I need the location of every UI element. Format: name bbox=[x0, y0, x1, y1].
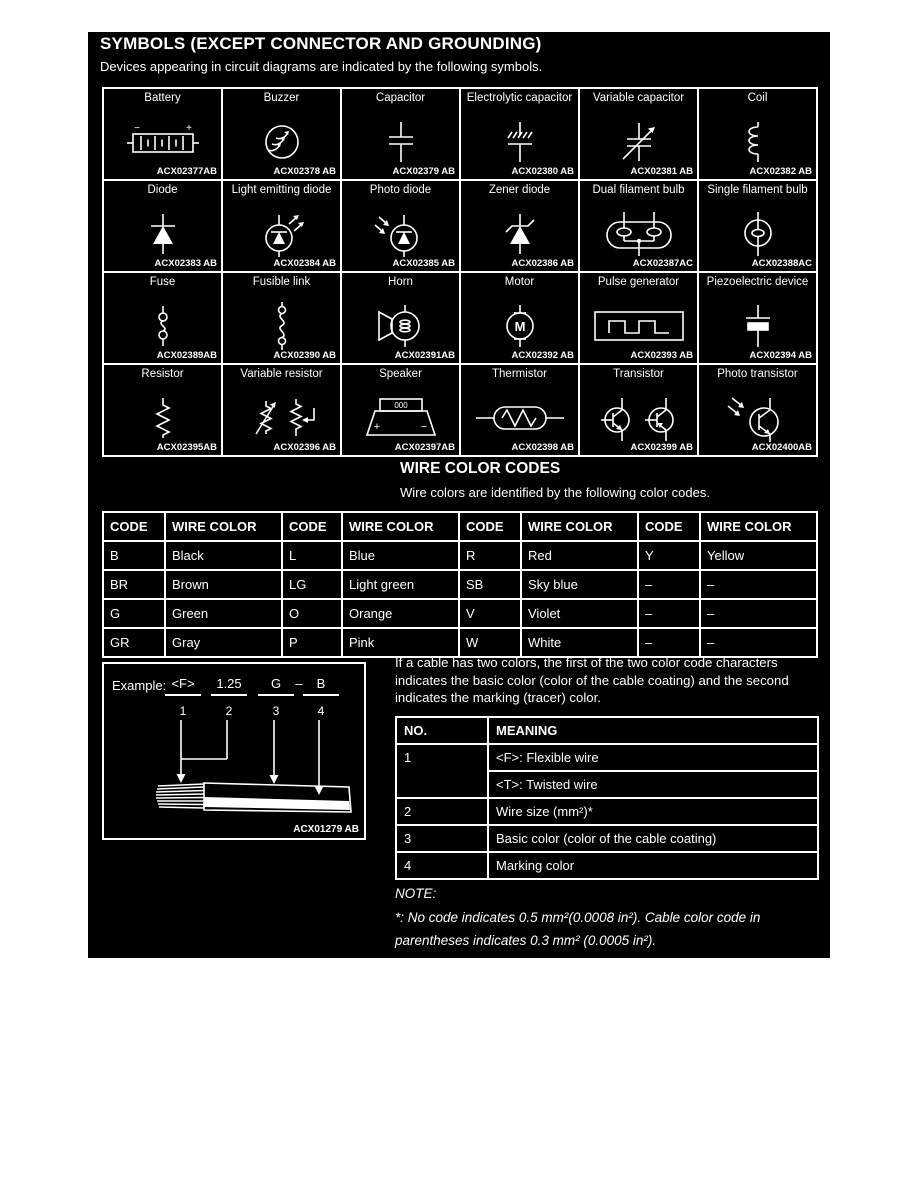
no-cell: 1 bbox=[396, 744, 488, 798]
symbol-cell-zener-diode bbox=[460, 180, 579, 272]
symbol-label: Fuse bbox=[149, 276, 176, 288]
note-text: *: No code indicates 0.5 mm²(0.0008 in²). Cable color code in parentheses indicates 0.3 mm² (0.0005 in²). bbox=[395, 910, 761, 948]
symbol-cell-horn bbox=[341, 272, 460, 364]
code-cell: BR bbox=[103, 570, 165, 599]
variable-resistor-icon bbox=[232, 394, 332, 442]
symbol-label: Resistor bbox=[141, 368, 184, 380]
symbol-cell-battery bbox=[103, 88, 222, 180]
speaker-icon bbox=[351, 395, 451, 441]
symbol-label: Light emitting diode bbox=[231, 184, 332, 196]
symbol-label: Buzzer bbox=[263, 92, 300, 104]
symbol-code: ACX02388AC bbox=[751, 258, 812, 269]
symbol-code: ACX02391AB bbox=[394, 350, 455, 361]
symbol-cell-photo-diode bbox=[341, 180, 460, 272]
meaning-header-row bbox=[396, 717, 818, 744]
color-cell: Gray bbox=[165, 628, 282, 657]
symbol-label: Horn bbox=[388, 276, 413, 288]
code-cell: R bbox=[459, 541, 521, 570]
electrolytic-capacitor-icon bbox=[470, 122, 570, 162]
capacitor-icon bbox=[351, 120, 451, 164]
code-cell: W bbox=[459, 628, 521, 657]
color-cell: Black bbox=[165, 541, 282, 570]
example-number: 4 bbox=[317, 704, 325, 718]
meaning-row bbox=[396, 798, 818, 825]
example-number: 1 bbox=[179, 704, 187, 718]
svg-text:+: + bbox=[373, 421, 380, 433]
symbol-label: Capacitor bbox=[375, 92, 426, 104]
wire-color-row bbox=[103, 628, 817, 657]
symbol-code: ACX02377AB bbox=[156, 166, 217, 177]
color-cell: – bbox=[700, 628, 817, 657]
symbol-label: Photo diode bbox=[369, 184, 432, 196]
diode-icon bbox=[113, 212, 213, 256]
code-cell: V bbox=[459, 599, 521, 628]
color-cell: – bbox=[700, 570, 817, 599]
meaning-cell: <F>: Flexible wire bbox=[488, 744, 818, 771]
symbols-row-3 bbox=[103, 272, 817, 364]
no-cell: 3 bbox=[396, 825, 488, 852]
symbol-code: ACX02399 AB bbox=[630, 442, 693, 453]
symbol-cell-transistor bbox=[579, 364, 698, 456]
page-subtitle: Devices appearing in circuit diagrams are indicated by the following symbols. bbox=[100, 59, 543, 74]
symbols-row-2 bbox=[103, 180, 817, 272]
symbol-cell-buzzer bbox=[222, 88, 341, 180]
no-cell: 4 bbox=[396, 852, 488, 879]
code-cell: O bbox=[282, 599, 342, 628]
wire-color-row bbox=[103, 599, 817, 628]
transistor-icon bbox=[589, 394, 689, 442]
pulse-generator-icon bbox=[589, 304, 689, 348]
symbol-label: Variable resistor bbox=[240, 368, 323, 380]
symbol-code: ACX02379 AB bbox=[392, 166, 455, 177]
symbol-code: ACX02383 AB bbox=[154, 258, 217, 269]
horn-icon bbox=[351, 303, 451, 349]
example-dash: – bbox=[295, 676, 303, 691]
symbol-cell-electrolytic-capacitor bbox=[460, 88, 579, 180]
column-header: CODE bbox=[459, 512, 521, 541]
color-cell: Sky blue bbox=[521, 570, 638, 599]
symbol-label: Variable capacitor bbox=[592, 92, 685, 104]
symbol-code: ACX02390 AB bbox=[273, 350, 336, 361]
symbol-code: ACX02380 AB bbox=[511, 166, 574, 177]
column-header: MEANING bbox=[488, 717, 818, 744]
color-cell: Brown bbox=[165, 570, 282, 599]
code-cell: – bbox=[638, 570, 700, 599]
note-label: NOTE: bbox=[395, 886, 437, 901]
wire-color-codes-subtitle: Wire colors are identified by the following color codes. bbox=[400, 485, 710, 500]
example-token-basic-color: G bbox=[258, 676, 294, 696]
meaning-row bbox=[396, 825, 818, 852]
symbol-label: Battery bbox=[144, 92, 181, 104]
cable-color-note: If a cable has two colors, the first of the two color code characters indicates the basic color (color of the cable coating) and the second indicates the marking (tracer) color. bbox=[395, 655, 789, 705]
color-cell: – bbox=[700, 599, 817, 628]
photo-diode-icon bbox=[351, 211, 451, 257]
column-header: CODE bbox=[103, 512, 165, 541]
motor-icon bbox=[470, 303, 570, 349]
color-cell: Blue bbox=[342, 541, 459, 570]
resistor-icon bbox=[113, 396, 213, 440]
symbols-table bbox=[102, 87, 818, 457]
meaning-cell: Basic color (color of the cable coating) bbox=[488, 825, 818, 852]
symbol-code: ACX02397AB bbox=[394, 442, 455, 453]
example-figure-code: ACX01279 AB bbox=[293, 824, 359, 835]
code-cell: SB bbox=[459, 570, 521, 599]
symbol-code: ACX02385 AB bbox=[392, 258, 455, 269]
symbol-label: Thermistor bbox=[492, 368, 547, 380]
symbol-cell-resistor bbox=[103, 364, 222, 456]
single-filament-bulb-icon bbox=[708, 212, 808, 256]
cable-code-example-box bbox=[102, 662, 366, 840]
meaning-cell: Wire size (mm²)* bbox=[488, 798, 818, 825]
code-cell: G bbox=[103, 599, 165, 628]
symbol-cell-fusible-link bbox=[222, 272, 341, 364]
symbol-label: Coil bbox=[747, 92, 768, 104]
symbol-label: Fusible link bbox=[252, 276, 311, 288]
column-header: WIRE COLOR bbox=[165, 512, 282, 541]
symbol-cell-diode bbox=[103, 180, 222, 272]
example-label: Example: bbox=[112, 678, 167, 693]
symbol-label: Photo transistor bbox=[717, 368, 798, 380]
zener-diode-icon bbox=[470, 212, 570, 256]
piezoelectric-device-icon bbox=[708, 305, 808, 347]
symbol-cell-piezoelectric-device bbox=[698, 272, 817, 364]
symbol-label: Speaker bbox=[379, 368, 422, 380]
symbol-label: Dual filament bulb bbox=[592, 184, 685, 196]
coil-icon bbox=[708, 120, 808, 164]
symbol-code: ACX02381 AB bbox=[630, 166, 693, 177]
example-token-marking-color: B bbox=[303, 676, 339, 696]
meaning-row bbox=[396, 852, 818, 879]
symbol-code: ACX02387AC bbox=[632, 258, 693, 269]
fusible-link-icon bbox=[232, 302, 332, 350]
symbol-code: ACX02395AB bbox=[156, 442, 217, 453]
battery-icon bbox=[113, 120, 213, 164]
code-cell: LG bbox=[282, 570, 342, 599]
symbol-code: ACX02394 AB bbox=[749, 350, 812, 361]
code-cell: B bbox=[103, 541, 165, 570]
meaning-cell: <T>: Twisted wire bbox=[488, 771, 818, 798]
symbol-cell-capacitor bbox=[341, 88, 460, 180]
color-cell: Red bbox=[521, 541, 638, 570]
symbol-cell-photo-transistor bbox=[698, 364, 817, 456]
meaning-row bbox=[396, 744, 818, 771]
meaning-cell: Marking color bbox=[488, 852, 818, 879]
wire-color-header-row bbox=[103, 512, 817, 541]
symbol-label: Diode bbox=[147, 184, 178, 196]
symbols-row-4 bbox=[103, 364, 817, 456]
symbol-label: Motor bbox=[504, 276, 535, 288]
wire-color-codes-title: WIRE COLOR CODES bbox=[400, 460, 561, 477]
symbol-code: ACX02382 AB bbox=[749, 166, 812, 177]
column-header: WIRE COLOR bbox=[521, 512, 638, 541]
svg-text:M: M bbox=[514, 319, 525, 334]
example-number: 2 bbox=[225, 704, 233, 718]
light-emitting-diode-icon bbox=[232, 211, 332, 257]
column-header: NO. bbox=[396, 717, 488, 744]
symbol-label: Transistor bbox=[613, 368, 664, 380]
code-cell: GR bbox=[103, 628, 165, 657]
code-cell: P bbox=[282, 628, 342, 657]
symbol-code: ACX02396 AB bbox=[273, 442, 336, 453]
dual-filament-bulb-icon bbox=[589, 210, 689, 258]
symbol-cell-coil bbox=[698, 88, 817, 180]
symbol-code: ACX02400AB bbox=[751, 442, 812, 453]
color-cell: Green bbox=[165, 599, 282, 628]
svg-text:−: − bbox=[133, 123, 140, 134]
symbol-label: Single filament bulb bbox=[707, 184, 808, 196]
symbol-cell-fuse bbox=[103, 272, 222, 364]
svg-text:−: − bbox=[420, 421, 427, 433]
symbol-label: Pulse generator bbox=[597, 276, 680, 288]
wire-color-table bbox=[102, 511, 818, 658]
example-number: 3 bbox=[272, 704, 280, 718]
symbol-cell-motor bbox=[460, 272, 579, 364]
svg-text:000: 000 bbox=[393, 401, 408, 410]
code-cell: Y bbox=[638, 541, 700, 570]
photo-transistor-icon bbox=[708, 394, 808, 442]
wire-color-row bbox=[103, 570, 817, 599]
code-cell: – bbox=[638, 628, 700, 657]
symbol-cell-variable-resistor bbox=[222, 364, 341, 456]
column-header: WIRE COLOR bbox=[700, 512, 817, 541]
symbol-code: ACX02392 AB bbox=[511, 350, 574, 361]
symbol-label: Piezoelectric device bbox=[706, 276, 809, 288]
variable-capacitor-icon bbox=[589, 121, 689, 163]
fuse-icon bbox=[113, 304, 213, 348]
symbol-code: ACX02393 AB bbox=[630, 350, 693, 361]
page-title: SYMBOLS (EXCEPT CONNECTOR AND GROUNDING) bbox=[100, 34, 542, 53]
symbol-cell-variable-capacitor bbox=[579, 88, 698, 180]
color-cell: Violet bbox=[521, 599, 638, 628]
color-cell: Yellow bbox=[700, 541, 817, 570]
symbol-label: Electrolytic capacitor bbox=[466, 92, 573, 104]
wire-color-row bbox=[103, 541, 817, 570]
symbol-cell-pulse-generator bbox=[579, 272, 698, 364]
column-header: CODE bbox=[282, 512, 342, 541]
example-token-size: 1.25 bbox=[211, 676, 247, 696]
symbol-cell-thermistor bbox=[460, 364, 579, 456]
cable-diagram-icon bbox=[104, 720, 364, 836]
buzzer-icon bbox=[232, 119, 332, 165]
no-cell: 2 bbox=[396, 798, 488, 825]
symbol-code: ACX02389AB bbox=[156, 350, 217, 361]
symbol-cell-speaker bbox=[341, 364, 460, 456]
thermistor-icon bbox=[470, 395, 570, 441]
symbol-code: ACX02384 AB bbox=[273, 258, 336, 269]
color-cell: Pink bbox=[342, 628, 459, 657]
symbol-cell-single-filament-bulb bbox=[698, 180, 817, 272]
color-cell: Orange bbox=[342, 599, 459, 628]
color-cell: Light green bbox=[342, 570, 459, 599]
symbol-cell-dual-filament-bulb bbox=[579, 180, 698, 272]
meaning-table bbox=[395, 716, 819, 880]
symbol-cell-light-emitting-diode bbox=[222, 180, 341, 272]
svg-text:+: + bbox=[185, 123, 192, 134]
symbol-code: ACX02386 AB bbox=[511, 258, 574, 269]
code-cell: – bbox=[638, 599, 700, 628]
color-cell: White bbox=[521, 628, 638, 657]
symbol-code: ACX02378 AB bbox=[273, 166, 336, 177]
column-header: CODE bbox=[638, 512, 700, 541]
symbols-row-1 bbox=[103, 88, 817, 180]
content-panel bbox=[88, 32, 830, 958]
symbol-code: ACX02398 AB bbox=[511, 442, 574, 453]
column-header: WIRE COLOR bbox=[342, 512, 459, 541]
example-token-flexible: <F> bbox=[165, 676, 201, 696]
symbol-label: Zener diode bbox=[488, 184, 551, 196]
code-cell: L bbox=[282, 541, 342, 570]
